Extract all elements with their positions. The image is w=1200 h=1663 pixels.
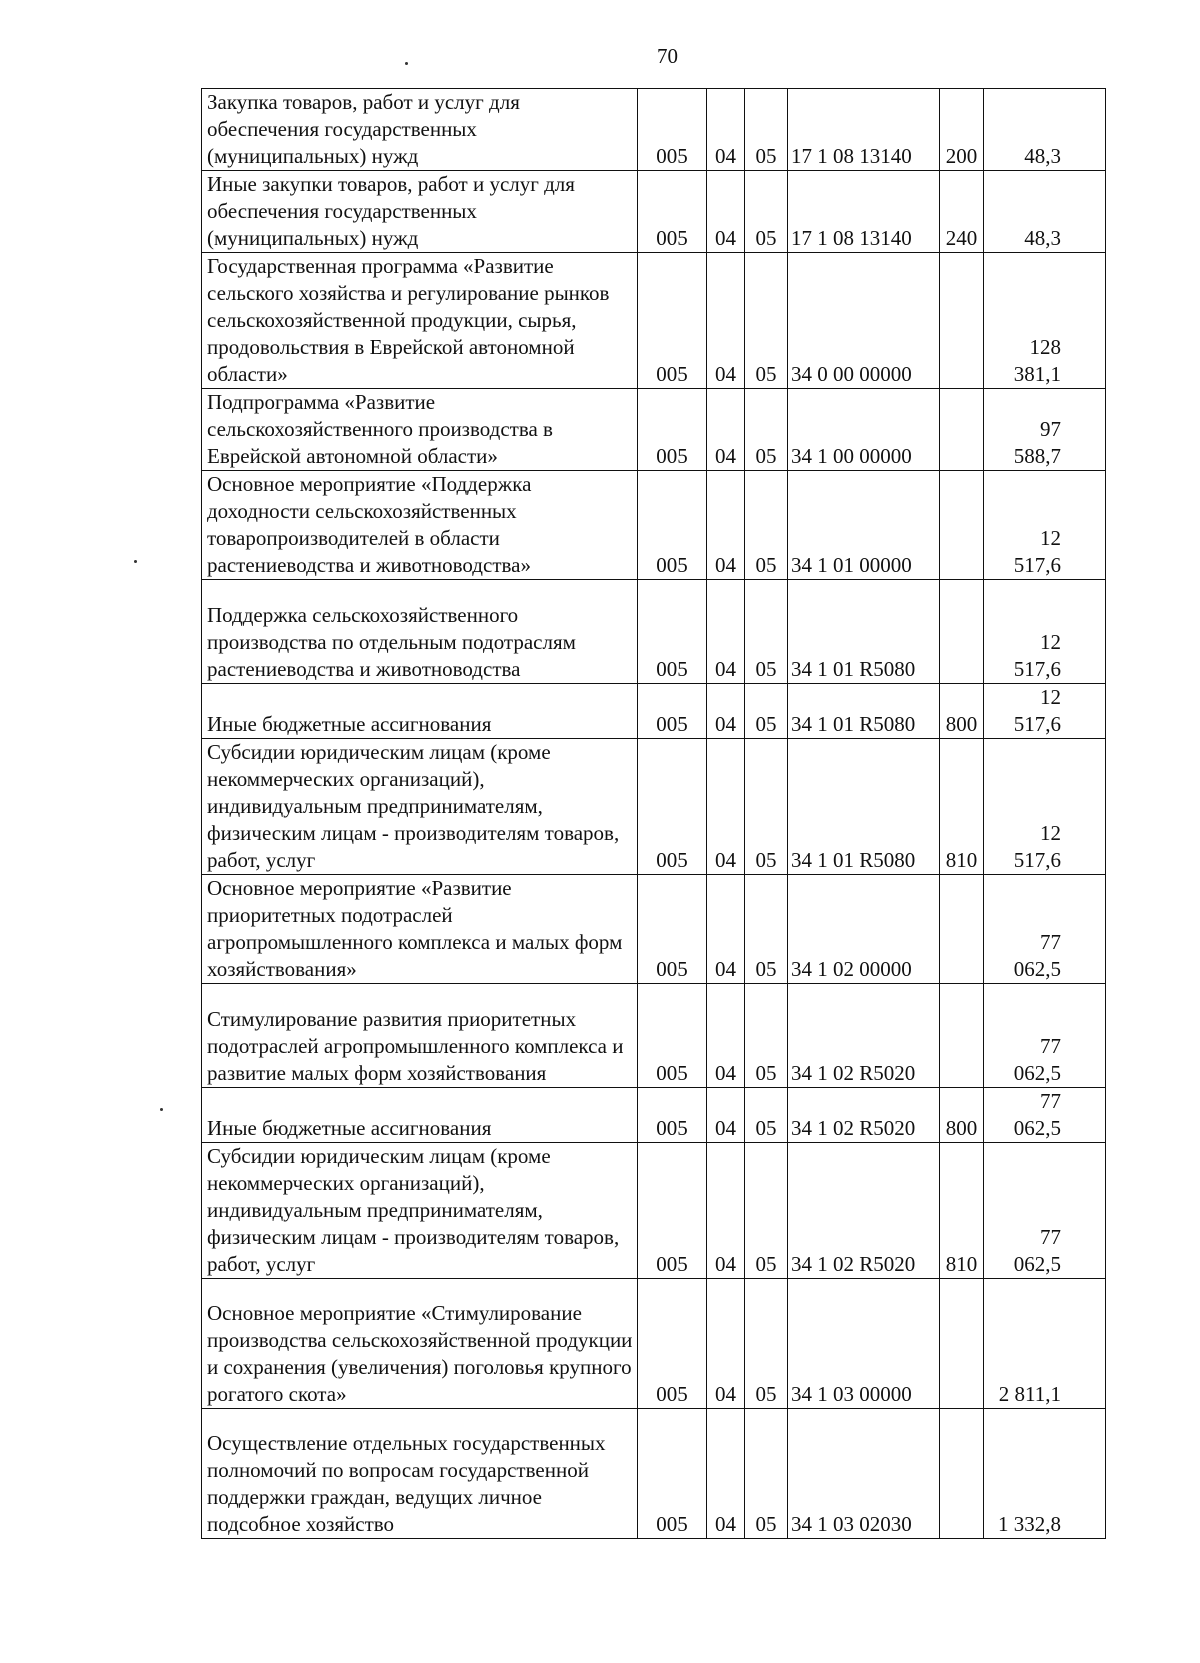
ministry-code-cell: 005 xyxy=(638,875,707,984)
ministry-code-cell: 005 xyxy=(638,984,707,1088)
section-code-cell: 04 xyxy=(707,1143,745,1279)
expense-type-cell: 810 xyxy=(940,1143,984,1279)
subsection-code-cell: 05 xyxy=(745,739,788,875)
row-name-cell: Закупка товаров, работ и услуг для обеспечения государственных (муниципальных) нужд xyxy=(202,89,638,171)
ministry-code-cell: 005 xyxy=(638,684,707,739)
scan-speck xyxy=(134,560,137,563)
table-row xyxy=(202,580,1106,684)
target-article-cell: 34 1 02 R5020 xyxy=(788,984,940,1088)
subsection-code-cell: 05 xyxy=(745,253,788,389)
target-article-cell: 34 0 00 00000 xyxy=(788,253,940,389)
ministry-code-cell: 005 xyxy=(638,389,707,471)
subsection-code-cell: 05 xyxy=(745,1409,788,1539)
table-row xyxy=(202,471,1106,580)
target-article-cell: 34 1 02 00000 xyxy=(788,875,940,984)
ministry-code-cell: 005 xyxy=(638,739,707,875)
row-name-cell: Стимулирование развития приоритетных подотраслей агропромышленного комплекса и развитие малых форм хозяйствования xyxy=(202,984,638,1088)
row-name-cell: Субсидии юридическим лицам (кроме некоммерческих организаций), индивидуальным предпринимателям, физическим лицам - производителям товаров, работ, услуг xyxy=(202,1143,638,1279)
section-code-cell: 04 xyxy=(707,875,745,984)
expense-type-cell: 200 xyxy=(940,89,984,171)
row-name-cell: Осуществление отдельных государственных полномочий по вопросам государственной поддержки граждан, ведущих личное подсобное хозяйство xyxy=(202,1409,638,1539)
amount-cell: 77 062,5 xyxy=(984,875,1106,984)
table-row xyxy=(202,739,1106,875)
ministry-code-cell: 005 xyxy=(638,171,707,253)
section-code-cell: 04 xyxy=(707,580,745,684)
subsection-code-cell: 05 xyxy=(745,89,788,171)
expense-type-cell: 240 xyxy=(940,171,984,253)
target-article-cell: 17 1 08 13140 xyxy=(788,89,940,171)
page-number: 70 xyxy=(657,44,678,68)
table-row xyxy=(202,89,1106,171)
amount-cell: 12 517,6 xyxy=(984,739,1106,875)
scan-speck xyxy=(160,1108,163,1111)
ministry-code-cell: 005 xyxy=(638,253,707,389)
subsection-code-cell: 05 xyxy=(745,471,788,580)
table-row xyxy=(202,984,1106,1088)
expense-type-cell xyxy=(940,875,984,984)
row-name-cell: Иные бюджетные ассигнования xyxy=(202,1088,638,1143)
target-article-cell: 34 1 01 R5080 xyxy=(788,739,940,875)
amount-cell: 48,3 xyxy=(984,171,1106,253)
amount-cell: 48,3 xyxy=(984,89,1106,171)
section-code-cell: 04 xyxy=(707,471,745,580)
amount-cell: 12 517,6 xyxy=(984,580,1106,684)
section-code-cell: 04 xyxy=(707,1088,745,1143)
row-name-cell: Иные бюджетные ассигнования xyxy=(202,684,638,739)
row-name-cell: Основное мероприятие «Развитие приоритетных подотраслей агропромышленного комплекса и малых форм хозяйствования» xyxy=(202,875,638,984)
target-article-cell: 34 1 02 R5020 xyxy=(788,1088,940,1143)
section-code-cell: 04 xyxy=(707,739,745,875)
expense-type-cell xyxy=(940,984,984,1088)
section-code-cell: 04 xyxy=(707,171,745,253)
budget-table xyxy=(201,88,1106,1539)
section-code-cell: 04 xyxy=(707,389,745,471)
expense-type-cell xyxy=(940,389,984,471)
expense-type-cell xyxy=(940,580,984,684)
subsection-code-cell: 05 xyxy=(745,984,788,1088)
row-name-cell: Основное мероприятие «Поддержка доходности сельскохозяйственных товаропроизводителей в области растениеводства и животноводства» xyxy=(202,471,638,580)
ministry-code-cell: 005 xyxy=(638,1279,707,1409)
target-article-cell: 34 1 02 R5020 xyxy=(788,1143,940,1279)
table-row xyxy=(202,389,1106,471)
amount-cell: 128 381,1 xyxy=(984,253,1106,389)
subsection-code-cell: 05 xyxy=(745,875,788,984)
subsection-code-cell: 05 xyxy=(745,1279,788,1409)
amount-cell: 77 062,5 xyxy=(984,984,1106,1088)
ministry-code-cell: 005 xyxy=(638,1409,707,1539)
target-article-cell: 34 1 03 02030 xyxy=(788,1409,940,1539)
subsection-code-cell: 05 xyxy=(745,1143,788,1279)
ministry-code-cell: 005 xyxy=(638,1143,707,1279)
table-row xyxy=(202,1143,1106,1279)
row-name-cell: Основное мероприятие «Стимулирование производства сельскохозяйственной продукции и сохранения (увеличения) поголовья крупного рогатого скота» xyxy=(202,1279,638,1409)
subsection-code-cell: 05 xyxy=(745,171,788,253)
amount-cell: 1 332,8 xyxy=(984,1409,1106,1539)
target-article-cell: 34 1 03 00000 xyxy=(788,1279,940,1409)
table-row xyxy=(202,253,1106,389)
section-code-cell: 04 xyxy=(707,684,745,739)
subsection-code-cell: 05 xyxy=(745,389,788,471)
table-row xyxy=(202,1279,1106,1409)
expense-type-cell: 800 xyxy=(940,1088,984,1143)
target-article-cell: 34 1 00 00000 xyxy=(788,389,940,471)
section-code-cell: 04 xyxy=(707,89,745,171)
row-name-cell: Иные закупки товаров, работ и услуг для обеспечения государственных (муниципальных) нужд xyxy=(202,171,638,253)
amount-cell: 77 062,5 xyxy=(984,1088,1106,1143)
expense-type-cell xyxy=(940,471,984,580)
row-name-cell: Государственная программа «Развитие сельского хозяйства и регулирование рынков сельскохозяйственной продукции, сырья, продовольствия в Еврейской автономной области» xyxy=(202,253,638,389)
amount-cell: 12 517,6 xyxy=(984,684,1106,739)
row-name-cell: Субсидии юридическим лицам (кроме некоммерческих организаций), индивидуальным предпринимателям, физическим лицам - производителям товаров, работ, услуг xyxy=(202,739,638,875)
scan-speck xyxy=(405,62,408,65)
ministry-code-cell: 005 xyxy=(638,471,707,580)
target-article-cell: 17 1 08 13140 xyxy=(788,171,940,253)
target-article-cell: 34 1 01 R5080 xyxy=(788,580,940,684)
amount-cell: 2 811,1 xyxy=(984,1279,1106,1409)
table-row xyxy=(202,171,1106,253)
expense-type-cell: 800 xyxy=(940,684,984,739)
ministry-code-cell: 005 xyxy=(638,89,707,171)
table-body xyxy=(202,89,1106,1539)
ministry-code-cell: 005 xyxy=(638,1088,707,1143)
target-article-cell: 34 1 01 00000 xyxy=(788,471,940,580)
amount-cell: 77 062,5 xyxy=(984,1143,1106,1279)
subsection-code-cell: 05 xyxy=(745,1088,788,1143)
expense-type-cell: 810 xyxy=(940,739,984,875)
expense-type-cell xyxy=(940,1279,984,1409)
table-row xyxy=(202,684,1106,739)
section-code-cell: 04 xyxy=(707,984,745,1088)
expense-type-cell xyxy=(940,1409,984,1539)
subsection-code-cell: 05 xyxy=(745,580,788,684)
ministry-code-cell: 005 xyxy=(638,580,707,684)
amount-cell: 97 588,7 xyxy=(984,389,1106,471)
amount-cell: 12 517,6 xyxy=(984,471,1106,580)
section-code-cell: 04 xyxy=(707,1279,745,1409)
row-name-cell: Поддержка сельскохозяйственного производства по отдельным подотраслям растениеводства и животноводства xyxy=(202,580,638,684)
table-row xyxy=(202,1088,1106,1143)
subsection-code-cell: 05 xyxy=(745,684,788,739)
section-code-cell: 04 xyxy=(707,1409,745,1539)
expense-type-cell xyxy=(940,253,984,389)
table-row xyxy=(202,875,1106,984)
row-name-cell: Подпрограмма «Развитие сельскохозяйственного производства в Еврейской автономной области» xyxy=(202,389,638,471)
target-article-cell: 34 1 01 R5080 xyxy=(788,684,940,739)
section-code-cell: 04 xyxy=(707,253,745,389)
table-row xyxy=(202,1409,1106,1539)
